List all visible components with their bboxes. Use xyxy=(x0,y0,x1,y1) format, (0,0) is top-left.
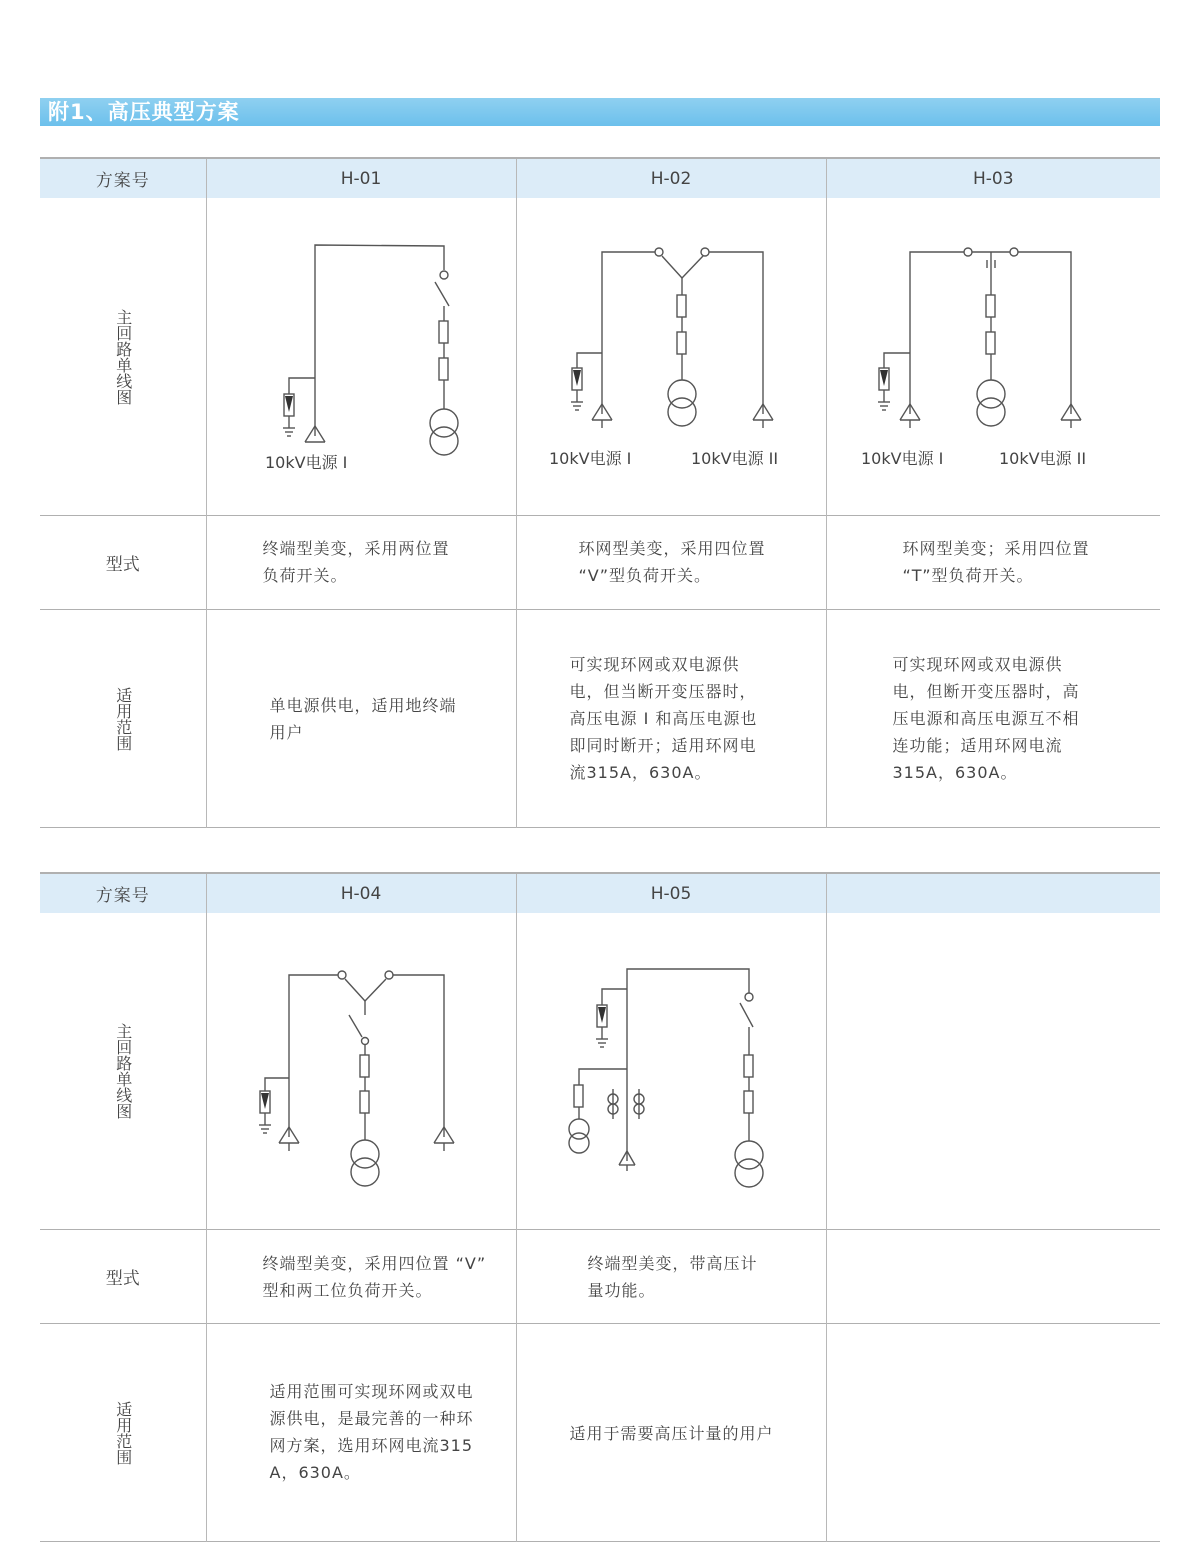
type-text-h01: 终端型美变，采用两位置 负荷开关。 xyxy=(262,539,450,585)
section-title: 附1、高压典型方案 xyxy=(48,100,240,124)
scheme-table-1 xyxy=(40,157,1160,828)
source-label-2: 10kV电源 II xyxy=(998,449,1086,468)
empty-cell xyxy=(826,1324,1160,1542)
scope-text-h02: 可实现环网或双电源供 电，但当断开变压器时， 高压电源 I 和高压电源也 即同时断开；适用环网电 流315A，630A。 xyxy=(569,655,758,782)
scheme-id-h02: H-02 xyxy=(516,158,826,198)
type-row xyxy=(40,516,1160,610)
scope-label: 适用范围 xyxy=(113,1400,133,1465)
header-row xyxy=(40,158,1160,198)
scheme-id-h03: H-03 xyxy=(826,158,1160,198)
scope-row xyxy=(40,610,1160,828)
empty-cell xyxy=(826,913,1160,1230)
scheme-id-h04: H-04 xyxy=(206,873,516,913)
scope-text-h01: 单电源供电，适用地终端 用户 xyxy=(269,696,457,742)
scope-text-h04: 适用范围可实现环网或双电 源供电，是最完善的一种环 网方案，选用环网电流315 A，630A。 xyxy=(269,1382,474,1482)
source-label-1: 10kV电源 I xyxy=(264,453,347,472)
diagram-row xyxy=(40,198,1160,516)
single-line-diagram-h02 xyxy=(517,198,827,515)
type-row xyxy=(40,1230,1160,1324)
scheme-id-empty xyxy=(826,873,1160,913)
scheme-no-label: 方案号 xyxy=(95,886,150,906)
type-text-h03: 环网型美变；采用四位置 “T”型负荷开关。 xyxy=(902,539,1090,585)
single-line-diagram-h01 xyxy=(207,198,517,515)
header-row xyxy=(40,873,1160,913)
source-label-1: 10kV电源 I xyxy=(548,449,631,468)
scope-label: 适用范围 xyxy=(113,686,133,751)
scope-text-h03: 可实现环网或双电源供 电，但断开变压器时，高 压电源和高压电源互不相 连功能；适用环网电流 315A，630A。 xyxy=(892,655,1080,782)
type-label: 型式 xyxy=(105,1269,140,1289)
scheme-table-2 xyxy=(40,872,1160,1542)
single-line-diagram-h05 xyxy=(517,913,827,1229)
scheme-no-label: 方案号 xyxy=(95,171,150,191)
section-banner xyxy=(40,98,1160,126)
type-text-h04: 终端型美变，采用四位置 “V” 型和两工位负荷开关。 xyxy=(262,1254,487,1300)
diagram-row xyxy=(40,913,1160,1230)
scheme-id-h05: H-05 xyxy=(516,873,826,913)
source-label-2: 10kV电源 II xyxy=(690,449,778,468)
diagram-label: 主回路单线图 xyxy=(113,308,133,405)
scope-row xyxy=(40,1324,1160,1542)
single-line-diagram-h04 xyxy=(207,913,517,1229)
diagram-label: 主回路单线图 xyxy=(113,1023,133,1119)
scheme-id-h01: H-01 xyxy=(206,158,516,198)
scope-text-h05: 适用于需要高压计量的用户 xyxy=(569,1424,774,1443)
empty-cell xyxy=(826,1230,1160,1324)
type-label: 型式 xyxy=(105,555,140,575)
source-label-1: 10kV电源 I xyxy=(860,449,943,468)
type-text-h05: 终端型美变，带高压计 量功能。 xyxy=(587,1254,758,1300)
single-line-diagram-h03 xyxy=(827,198,1161,515)
type-text-h02: 环网型美变，采用四位置 “V”型负荷开关。 xyxy=(578,539,766,585)
